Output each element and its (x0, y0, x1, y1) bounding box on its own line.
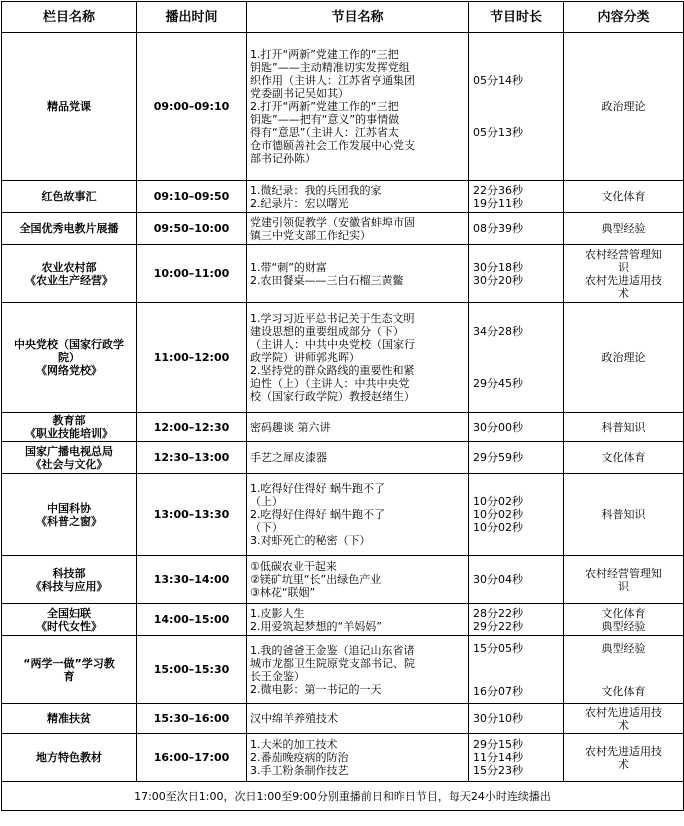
column-name-line: 农业农村部 (41, 260, 97, 274)
program-line: 部书记孙陈） (250, 152, 316, 165)
category-cell (564, 604, 684, 636)
program-name-cell (247, 734, 469, 782)
column-name-line: 精准扶贫 (47, 712, 91, 725)
duration-line (473, 351, 560, 364)
program-line: 2.农田餐桌——三白石榴三黄鳖 (250, 273, 404, 287)
category-line: 政治理论 (601, 100, 646, 113)
program-line: ③林花“联姻” (250, 586, 316, 599)
program-line: 建设思想的重要组成部分（下） (250, 325, 404, 338)
duration-line (473, 113, 560, 126)
program-line: 1.学习习近平总书记关于生态文明 (250, 312, 415, 325)
duration-line: 16分07秒 (473, 684, 523, 698)
duration-cell (469, 556, 564, 604)
duration-line: 08分39秒 (473, 222, 523, 235)
program-name-cell (247, 213, 469, 245)
program-line: 汉中绵羊养殖技术 (250, 712, 338, 725)
program-line: 1.我的爸爸王金鉴（追记山东省诸 (250, 643, 415, 657)
column-name-cell (2, 303, 137, 413)
program-line: 2.打开“两新”党建工作的“三把 (250, 100, 399, 113)
category-line: 农村先进适用技 (585, 705, 662, 719)
air-time-cell (137, 181, 247, 213)
program-line: 2.微电影：第一书记的一天 (250, 682, 382, 696)
column-name-line: 精品党课 (47, 100, 91, 113)
column-name-cell (2, 245, 137, 303)
program-line: ①低碳农业干起来 (250, 560, 337, 573)
category-cell (564, 245, 684, 303)
table-row (2, 33, 684, 181)
duration-cell (469, 181, 564, 213)
column-name-line: 《网络党校》 (36, 364, 102, 377)
program-name-cell (247, 181, 469, 213)
program-line: 城市龙都卫生院原党支部书记、院 (250, 656, 415, 670)
column-name-line: 《社会与文化》 (30, 457, 108, 471)
duration-line (473, 87, 560, 100)
table-row (2, 734, 684, 782)
program-line: （下） (250, 521, 283, 534)
duration-line: 29分15秒 (473, 738, 523, 751)
table-row (2, 181, 684, 213)
column-name-cell (2, 213, 137, 245)
category-line: 科普知识 (601, 420, 646, 434)
column-name-line: 院） (58, 351, 80, 364)
duration-cell (469, 442, 564, 474)
duration-line: 15分23秒 (473, 764, 523, 777)
duration-line: 30分00秒 (473, 420, 523, 434)
duration-line: 30分10秒 (473, 712, 523, 725)
program-line: 2.吃得好住得好 蜗牛跑不了 (250, 508, 385, 521)
duration-line: 34分28秒 (473, 325, 523, 338)
header-program-name: 节目名称 (247, 2, 469, 33)
category-cell (564, 704, 684, 734)
table-row (2, 245, 684, 303)
duration-line: 29分22秒 (473, 619, 523, 633)
duration-line: 15分05秒 (473, 641, 523, 655)
air-time: 13:00–13:30 (153, 508, 230, 521)
column-name-cell (2, 442, 137, 474)
program-line: 校（国家行政学院）教授赵绪生） (250, 390, 415, 403)
category-line: 术 (618, 718, 629, 732)
column-name-line: 地方特色教材 (36, 751, 102, 764)
air-time: 09:10–09:50 (153, 190, 230, 203)
category-cell (564, 442, 684, 474)
category-line: 识 (618, 579, 629, 593)
duration-cell (469, 604, 564, 636)
program-line: 1.打开“两新”党建工作的“三把 (250, 48, 399, 61)
duration-cell (469, 704, 564, 734)
column-name-line: 红色故事汇 (41, 190, 97, 203)
category-line: 典型经验 (601, 641, 646, 655)
column-name-cell (2, 604, 137, 636)
category-cell (564, 556, 684, 604)
program-line: 党建引领促教学（安徽省蚌埠市固 (250, 215, 415, 229)
program-line: 3.手工粉条制作技艺 (250, 764, 349, 777)
program-line: 2.纪录片：宏以曙光 (250, 196, 349, 210)
program-name-cell (247, 245, 469, 303)
duration-line: 29分45秒 (473, 377, 523, 390)
program-line: 迫性（上）（主讲人：中共中央党 (250, 377, 410, 390)
program-line: 长王金鉴） (250, 669, 305, 683)
program-line: 1.大米的加工技术 (250, 738, 338, 751)
category-cell (564, 734, 684, 782)
category-line: 农村经营管理知 (585, 247, 662, 261)
air-time-cell (137, 604, 247, 636)
category-line: 文化体育 (601, 190, 646, 203)
category-line: 农村先进适用技 (585, 273, 662, 287)
air-time-cell (137, 213, 247, 245)
program-name-cell (247, 442, 469, 474)
program-line: 手艺之犀皮漆器 (250, 451, 327, 464)
program-line: 政学院）讲师郭兆晖） (250, 351, 360, 364)
footer-row (2, 782, 684, 811)
header-row (2, 2, 684, 33)
program-line: 钥匙”——把有“意义”的事情做 (250, 113, 400, 126)
duration-line: 10分02秒 (473, 495, 523, 508)
program-line: 1.吃得好住得好 蜗牛跑不了 (250, 482, 385, 495)
duration-line: 05分14秒 (473, 74, 523, 87)
air-time: 14:00–15:00 (153, 613, 230, 626)
program-name-cell (247, 704, 469, 734)
column-name-cell (2, 33, 137, 181)
program-line: 2.坚持党的群众路线的重要性和紧 (250, 364, 415, 377)
duration-line: 30分20秒 (473, 273, 523, 287)
program-line: （上） (250, 495, 283, 508)
program-line: 密码趣谈 第六讲 (250, 420, 331, 434)
column-name-line: 《科普之窗》 (36, 514, 102, 528)
header-duration: 节目时长 (469, 2, 564, 33)
header-air-time: 播出时间 (137, 2, 247, 33)
air-time: 11:00–12:00 (153, 351, 230, 364)
category-line: 术 (618, 286, 629, 300)
category-line: 术 (618, 757, 629, 771)
category-line: 农村经营管理知 (585, 566, 662, 580)
program-line: 党委副书记吴如其） (250, 87, 349, 100)
program-name-cell (247, 33, 469, 181)
table-row (2, 636, 684, 704)
rebroadcast-note: 17:00至次日1:00，次日1:00至9:00分别重播前日和昨日节目，每天24小时连续播出 (2, 782, 684, 811)
column-name-cell (2, 474, 137, 556)
category-cell (564, 33, 684, 181)
duration-line: 30分04秒 (473, 573, 523, 586)
program-name-cell (247, 556, 469, 604)
air-time: 16:00–17:00 (153, 751, 230, 764)
program-line: 3.对虾死亡的秘密（下） (250, 534, 371, 547)
air-time: 12:00–12:30 (153, 420, 230, 434)
duration-cell (469, 303, 564, 413)
duration-line: 22分36秒 (473, 183, 523, 197)
column-name-cell (2, 556, 137, 604)
column-name-line: 《农业生产经营》 (25, 273, 113, 287)
header-column-name: 栏目名称 (2, 2, 137, 33)
air-time-cell (137, 704, 247, 734)
duration-line: 29分59秒 (473, 451, 523, 464)
column-name-line: 国家广播电视总局 (25, 444, 113, 458)
program-line: 织作用（主讲人：江苏省亨通集团 (250, 74, 415, 87)
air-time: 09:50–10:00 (153, 222, 230, 235)
duration-line: 10分02秒 (473, 521, 523, 534)
category-line: 科普知识 (601, 508, 646, 521)
category-line: 政治理论 (601, 351, 646, 364)
program-name-cell (247, 303, 469, 413)
duration-line: 05分13秒 (473, 126, 523, 139)
program-line: 钥匙”——主动精准切实发挥党组 (250, 61, 410, 74)
table-row (2, 474, 684, 556)
air-time-cell (137, 556, 247, 604)
duration-cell (469, 413, 564, 442)
air-time: 10:00–11:00 (153, 267, 230, 280)
air-time: 12:30–13:00 (153, 451, 230, 464)
column-name-line: 全国优秀电教片展播 (19, 222, 119, 235)
program-line: 1.带“刺”的财富 (250, 260, 327, 274)
program-line: 2.用爱筑起梦想的“羊妈妈” (250, 619, 382, 633)
column-name-cell (2, 181, 137, 213)
column-name-line: 教育部 (52, 414, 86, 427)
duration-line (473, 364, 560, 377)
category-cell (564, 213, 684, 245)
category-line: 文化体育 (601, 684, 646, 698)
category-line: 文化体育 (601, 451, 646, 464)
table-row (2, 442, 684, 474)
program-name-cell (247, 604, 469, 636)
column-name-line: 《时代女性》 (36, 619, 102, 633)
category-line: 典型经验 (601, 619, 646, 633)
column-name-line: 全国妇联 (47, 606, 91, 620)
category-cell (564, 474, 684, 556)
category-line: 典型经验 (601, 222, 646, 235)
column-name-line: 中国科协 (47, 501, 91, 515)
program-line: 仓市德颐善社会工作发展中心党支 (250, 139, 415, 152)
program-name-cell (247, 413, 469, 442)
program-line: 得有“意思”（主讲人：江苏省太 (250, 126, 399, 139)
air-time-cell (137, 474, 247, 556)
duration-cell (469, 33, 564, 181)
duration-line (473, 338, 560, 351)
category-cell (564, 303, 684, 413)
program-line: （主讲人：中共中央党校（国家行 (250, 338, 415, 351)
program-line: ②镁矿坑里“长”出绿色产业 (250, 573, 382, 586)
category-line: 识 (618, 260, 629, 274)
table-row (2, 303, 684, 413)
category-cell (564, 181, 684, 213)
air-time-cell (137, 413, 247, 442)
program-line: 1.皮影人生 (250, 606, 305, 620)
air-time-cell (137, 33, 247, 181)
column-name-line: “两学一做”学习教 (23, 656, 115, 670)
duration-line: 30分18秒 (473, 260, 523, 274)
program-name-cell (247, 474, 469, 556)
table-row (2, 604, 684, 636)
duration-cell (469, 245, 564, 303)
duration-cell (469, 636, 564, 704)
table-row (2, 213, 684, 245)
column-name-line: 《职业技能培训》 (25, 427, 113, 440)
column-name-cell (2, 413, 137, 442)
air-time-cell (137, 303, 247, 413)
column-name-line: 中央党校（国家行政学 (14, 338, 124, 351)
duration-line (473, 100, 560, 113)
air-time: 15:30–16:00 (153, 712, 230, 725)
program-name-cell (247, 636, 469, 704)
category-line: 文化体育 (601, 606, 646, 620)
air-time-cell (137, 245, 247, 303)
column-name-line: 科技部 (52, 566, 86, 580)
duration-line: 28分22秒 (473, 606, 523, 620)
duration-line: 10分02秒 (473, 508, 523, 521)
program-line: 1.微纪录：我的兵团我的家 (250, 183, 382, 197)
air-time-cell (137, 734, 247, 782)
column-name-cell (2, 704, 137, 734)
column-name-line: 《科技与应用》 (30, 579, 108, 593)
category-cell (564, 636, 684, 704)
table-row (2, 556, 684, 604)
column-name-line: 育 (63, 669, 75, 683)
air-time-cell (137, 636, 247, 704)
air-time: 13:30–14:00 (153, 573, 230, 586)
table-row (2, 413, 684, 442)
duration-line: 11分14秒 (473, 751, 523, 764)
table-row (2, 704, 684, 734)
category-line: 农村先进适用技 (585, 744, 662, 758)
duration-cell (469, 474, 564, 556)
column-name-cell (2, 734, 137, 782)
duration-cell (469, 734, 564, 782)
header-category: 内容分类 (564, 2, 684, 33)
schedule-table (1, 1, 684, 811)
duration-cell (469, 213, 564, 245)
category-cell (564, 413, 684, 442)
air-time: 15:00–15:30 (153, 663, 230, 676)
column-name-cell (2, 636, 137, 704)
program-line: 2.番茄晚疫病的防治 (250, 751, 349, 764)
duration-line: 19分11秒 (473, 196, 523, 210)
air-time: 09:00–09:10 (153, 100, 230, 113)
air-time-cell (137, 442, 247, 474)
program-line: 镇三中党支部工作纪实） (250, 228, 371, 242)
